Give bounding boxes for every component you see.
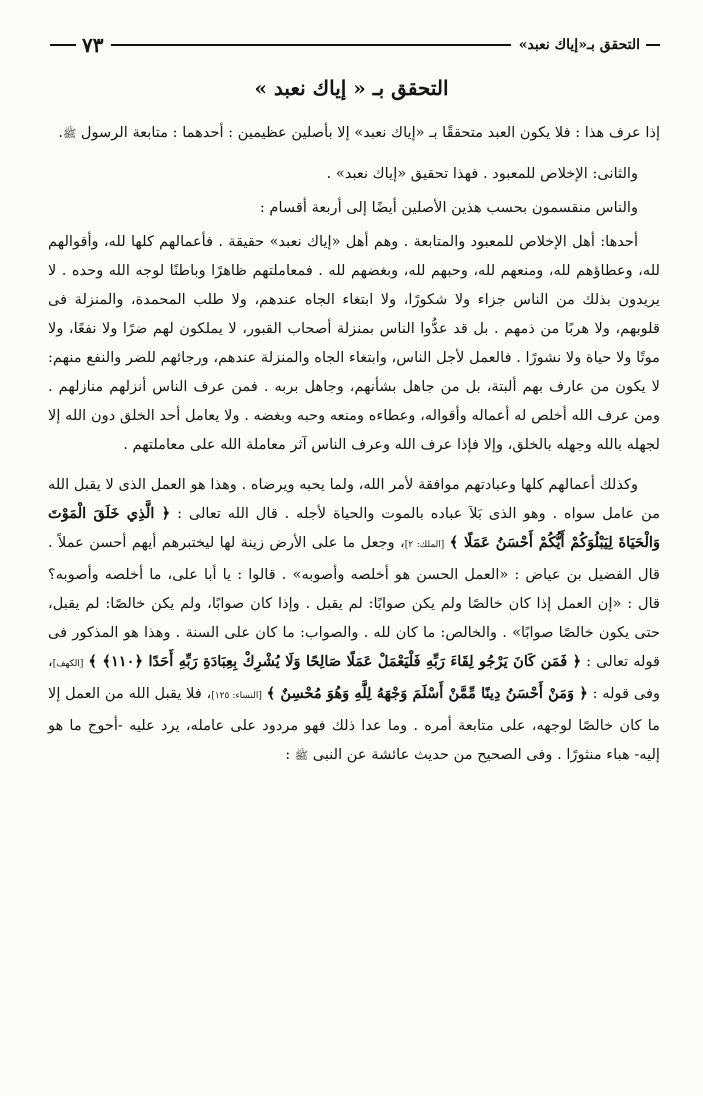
quran-verse: ﴿ الَّذِي خَلَقَ الْمَوْتَ وَالْحَيَاةَ لِيَبْلُوَكُمْ أَيُّكُمْ أَحْسَنُ عَمَلًا ﴾ bbox=[48, 505, 660, 551]
paragraph: أحدها: أهل الإخلاص للمعبود والمتابعة . وهم أهل «إياك نعبد» حقيقة . فأعمالهم كلها لله، وأقوالهم لله، وعطاؤهم لله، ومنعهم لله، وحبهم لله، وبغضهم لله . فمعاملتهم ظاهرًا وباطنًا لوجه الله وحده . لا يريدون بذلك من الناس جزاء ولا شكورًا، ولا ابتغاء الجاه عندهم، ولا طلب المحمدة، والمنزلة فى قلوبهم، ولا هربًا من ذمهم . بل قد عدُّوا الناس بمنزلة أصحاب القبور، لا يملكون لهم ضرًا ولا نفعًا، ولا موتًا ولا حياة ولا نشورًا . فالعمل لأجل الناس، وابتغاء الجاه والمنزلة عندهم، ورجائهم للضر والنفع منهم: لا يكون من عارف بهم ألبتة، بل من جاهل بشأنهم، وجاهل بربه . فمن عرف الناس أنزلهم منازلهم . ومن عرف الله أخلص له أعماله وأقواله، وعطاءه ومنعه وحبه وبغضه . ولا يعامل أحد الخلق دون الله إلا لجهله بالله وجهله بالخلق، وإلا فإذا عرف الله وعرف الناس آثر معاملة الله على معاملتهم . bbox=[48, 233, 660, 453]
verse-reference: [الملك: ٢] bbox=[404, 540, 445, 550]
verse-reference: [الكهف] bbox=[52, 659, 84, 669]
paragraph-text: . bbox=[58, 124, 63, 141]
paragraph-text: : bbox=[285, 746, 291, 763]
paragraph-text: إذا عرف هذا : فلا يكون العبد متحققًا بـ «إياك نعبد» إلا بأصلين عظيمين : أحدهما : متابعة الرسول bbox=[80, 124, 660, 141]
verse-reference: [النساء: ١٢٥] bbox=[211, 691, 262, 701]
paragraph bbox=[48, 470, 660, 770]
running-head-dash bbox=[646, 44, 660, 46]
paragraph-text: ، وفى قوله : bbox=[48, 653, 661, 702]
running-head bbox=[50, 30, 660, 60]
running-head-dash bbox=[50, 44, 76, 46]
running-head-rule bbox=[111, 44, 510, 46]
paragraph-text: ، فلا يقبل الله من العمل إلا ما كان خالصًا لوجهه، على متابعة أمره . وما عدا ذلك فهو مردود على عامله، يرد عليه -أحوج ما هو إليه- هباء منثورًا . وفى الصحيح من حديث عائشة عن النبى bbox=[48, 685, 660, 763]
paragraph-text: وكذلك أعمالهم كلها وعبادتهم موافقة لأمر الله، ولما يحبه ويرضاه . وهذا هو العمل الذى لا يقبل الله من عامل سواه . وهو الذى بَلاَ عباده بالموت والحياة لأجله . قال الله تعالى : bbox=[48, 476, 661, 522]
page-number: ٧٣ bbox=[82, 33, 104, 57]
paragraph bbox=[48, 118, 660, 148]
paragraph-text: ، وجعل ما على الأرض زينة لها ليختبرهم أيهم أحسن عملاً . قال الفضيل بن عياض : «العمل الحسن هو أخلصه وأصوبه» . قالوا : يا أبا على، ما أخلصه وأصوبه؟ قال : «إن العمل إذا كان خالصًا ولم يكن صوابًا: لم يقبل . وإذا كان صوابًا، ولم يكن خالصًا: لم يقبل، حتى يكون خالصًا صوابًا» . والخالص: ما كان لله . والصواب: ما كان على السنة . وهذا هو المذكور فى قوله تعالى : bbox=[48, 534, 661, 670]
salutation-ligature: ﷺ bbox=[62, 127, 77, 140]
quran-verse: ﴿ فَمَن كَانَ يَرْجُو لِقَاءَ رَبِّهِ فَلْيَعْمَلْ عَمَلًا صَالِحًا وَلَا يُشْرِكْ بِعِبَادَةِ رَبِّهِ أَحَدًا ﴿١١٠﴾ ﴾ bbox=[88, 653, 582, 670]
running-head-title: التحقق بـ«إياك نعبد» bbox=[518, 37, 640, 53]
paragraph: والناس منقسمون بحسب هذين الأصلين أيضًا إلى أربعة أقسام : bbox=[259, 199, 638, 216]
salutation-ligature: ﷺ bbox=[294, 749, 309, 762]
paragraph: والثانى: الإخلاص للمعبود . فهذا تحقيق «إياك نعبد» . bbox=[326, 165, 638, 182]
body-text bbox=[48, 118, 660, 770]
quran-verse: ﴿ وَمَنْ أَحْسَنُ دِينًا مِّمَّنْ أَسْلَمَ وَجْهَهُ لِلَّهِ وَهُوَ مُحْسِنٌ ﴾ bbox=[266, 685, 588, 702]
section-heading: التحقق بـ « إياك نعبد » bbox=[254, 76, 449, 100]
